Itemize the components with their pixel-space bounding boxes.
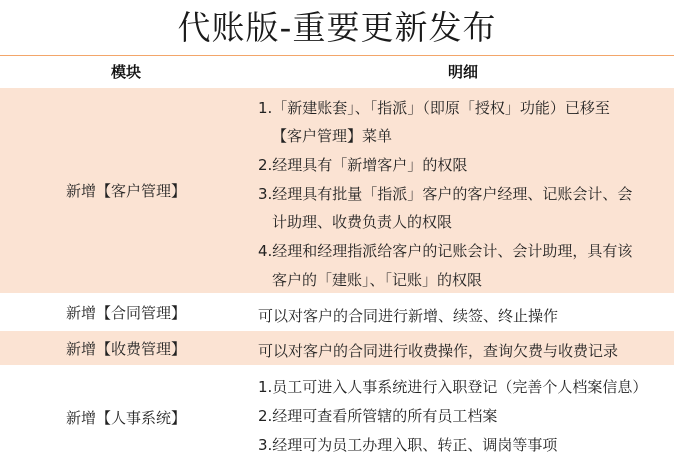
module-cell: 新增【合同管理】 <box>65 303 186 322</box>
detail-line: 客户的「建账」、「记账」的权限 <box>272 271 483 289</box>
module-cell: 新增【收费管理】 <box>65 339 186 358</box>
header-detail: 明细 <box>447 63 478 81</box>
detail-line: 【客户管理】菜单 <box>272 127 393 145</box>
page-title: 代账版-重要更新发布 <box>177 8 497 47</box>
detail-line: 2.经理可查看所管辖的所有员工档案 <box>258 407 498 425</box>
detail-line: 4.经理和经理指派给客户的记账会计、会计助理，具有该 <box>258 242 633 260</box>
detail-line: 可以对客户的合同进行新增、续签、终止操作 <box>258 307 559 325</box>
module-cell: 新增【客户管理】 <box>65 182 186 200</box>
table-row <box>0 331 674 365</box>
header-module: 模块 <box>110 63 141 81</box>
table-row <box>0 88 674 293</box>
detail-line: 计助理、收费负责人的权限 <box>272 213 453 231</box>
table-header <box>0 55 674 89</box>
module-cell: 新增【人事系统】 <box>65 408 186 427</box>
detail-line: 可以对客户的合同进行收费操作，查询欠费与收费记录 <box>258 342 619 360</box>
detail-line: 1.「新建账套」、「指派」（即原「授权」功能）已移至 <box>258 99 610 117</box>
table-row <box>0 295 674 329</box>
detail-line: 2.经理具有「新增客户」的权限 <box>258 156 468 174</box>
detail-line: 3.经理可为员工办理入职、转正、调岗等事项 <box>258 436 558 454</box>
detail-line: 3.经理具有批量「指派」客户的客户经理、记账会计、会 <box>258 185 633 203</box>
table-row <box>0 369 674 465</box>
detail-line: 1.员工可进入人事系统进行入职登记（完善个人档案信息） <box>258 378 648 396</box>
